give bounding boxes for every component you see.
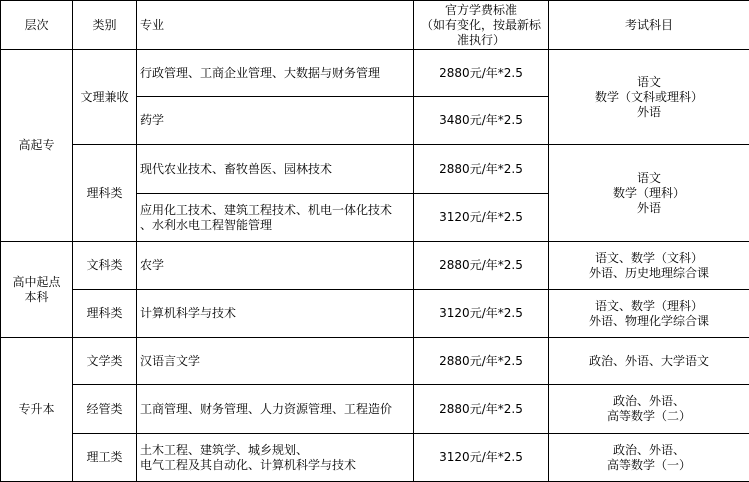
major-cell: 应用化工技术、建筑工程技术、机电一体化技术 、水利水电工程智能管理 bbox=[137, 194, 414, 242]
subjects-cell: 语文 数学（理科） 外语 bbox=[549, 145, 749, 242]
fee-cell: 3480元/年*2.5 bbox=[414, 97, 549, 145]
subjects-cell: 政治、外语、 高等数学（一） bbox=[549, 434, 749, 482]
major-cell: 汉语言文学 bbox=[137, 338, 414, 385]
subjects-cell: 语文 数学（文科或理科） 外语 bbox=[549, 50, 749, 145]
fee-cell: 2880元/年*2.5 bbox=[414, 145, 549, 194]
table-row bbox=[1, 290, 749, 338]
subjects-cell: 政治、外语、 高等数学（二） bbox=[549, 385, 749, 434]
subjects-cell: 政治、外语、大学语文 bbox=[549, 338, 749, 385]
subjects-cell: 语文、数学（理科） 外语、物理化学综合课 bbox=[549, 290, 749, 338]
major-cell: 药学 bbox=[137, 97, 414, 145]
fee-cell: 2880元/年*2.5 bbox=[414, 338, 549, 385]
category-cell: 理科类 bbox=[73, 290, 137, 338]
category-cell: 文科类 bbox=[73, 242, 137, 290]
header-fee: 官方学费标准 （如有变化，按最新标 准执行） bbox=[414, 1, 549, 50]
major-cell: 计算机科学与技术 bbox=[137, 290, 414, 338]
fee-cell: 3120元/年*2.5 bbox=[414, 194, 549, 242]
fee-cell: 3120元/年*2.5 bbox=[414, 290, 549, 338]
level-cell: 高中起点 本科 bbox=[1, 242, 73, 338]
major-cell: 行政管理、工商企业管理、大数据与财务管理 bbox=[137, 50, 414, 97]
category-cell: 经管类 bbox=[73, 385, 137, 434]
table-row bbox=[1, 145, 749, 194]
header-row bbox=[1, 1, 749, 50]
category-cell: 理科类 bbox=[73, 145, 137, 242]
fee-cell: 2880元/年*2.5 bbox=[414, 242, 549, 290]
table-row bbox=[1, 242, 749, 290]
category-cell: 文学类 bbox=[73, 338, 137, 385]
table-row bbox=[1, 385, 749, 434]
header-level: 层次 bbox=[1, 1, 73, 50]
category-cell: 文理兼收 bbox=[73, 50, 137, 145]
table-row bbox=[1, 434, 749, 482]
major-cell: 工商管理、财务管理、人力资源管理、工程造价 bbox=[137, 385, 414, 434]
fee-cell: 3120元/年*2.5 bbox=[414, 434, 549, 482]
table-row bbox=[1, 338, 749, 385]
level-cell: 高起专 bbox=[1, 50, 73, 242]
header-subjects: 考试科目 bbox=[549, 1, 749, 50]
header-major: 专业 bbox=[137, 1, 414, 50]
major-cell: 农学 bbox=[137, 242, 414, 290]
major-cell: 土木工程、建筑学、城乡规划、 电气工程及其自动化、计算机科学与技术 bbox=[137, 434, 414, 482]
subjects-cell: 语文、数学（文科） 外语、历史地理综合课 bbox=[549, 242, 749, 290]
table-row bbox=[1, 50, 749, 97]
header-category: 类别 bbox=[73, 1, 137, 50]
level-cell: 专升本 bbox=[1, 338, 73, 482]
fee-cell: 2880元/年*2.5 bbox=[414, 385, 549, 434]
category-cell: 理工类 bbox=[73, 434, 137, 482]
fee-cell: 2880元/年*2.5 bbox=[414, 50, 549, 97]
major-cell: 现代农业技术、畜牧兽医、园林技术 bbox=[137, 145, 414, 194]
